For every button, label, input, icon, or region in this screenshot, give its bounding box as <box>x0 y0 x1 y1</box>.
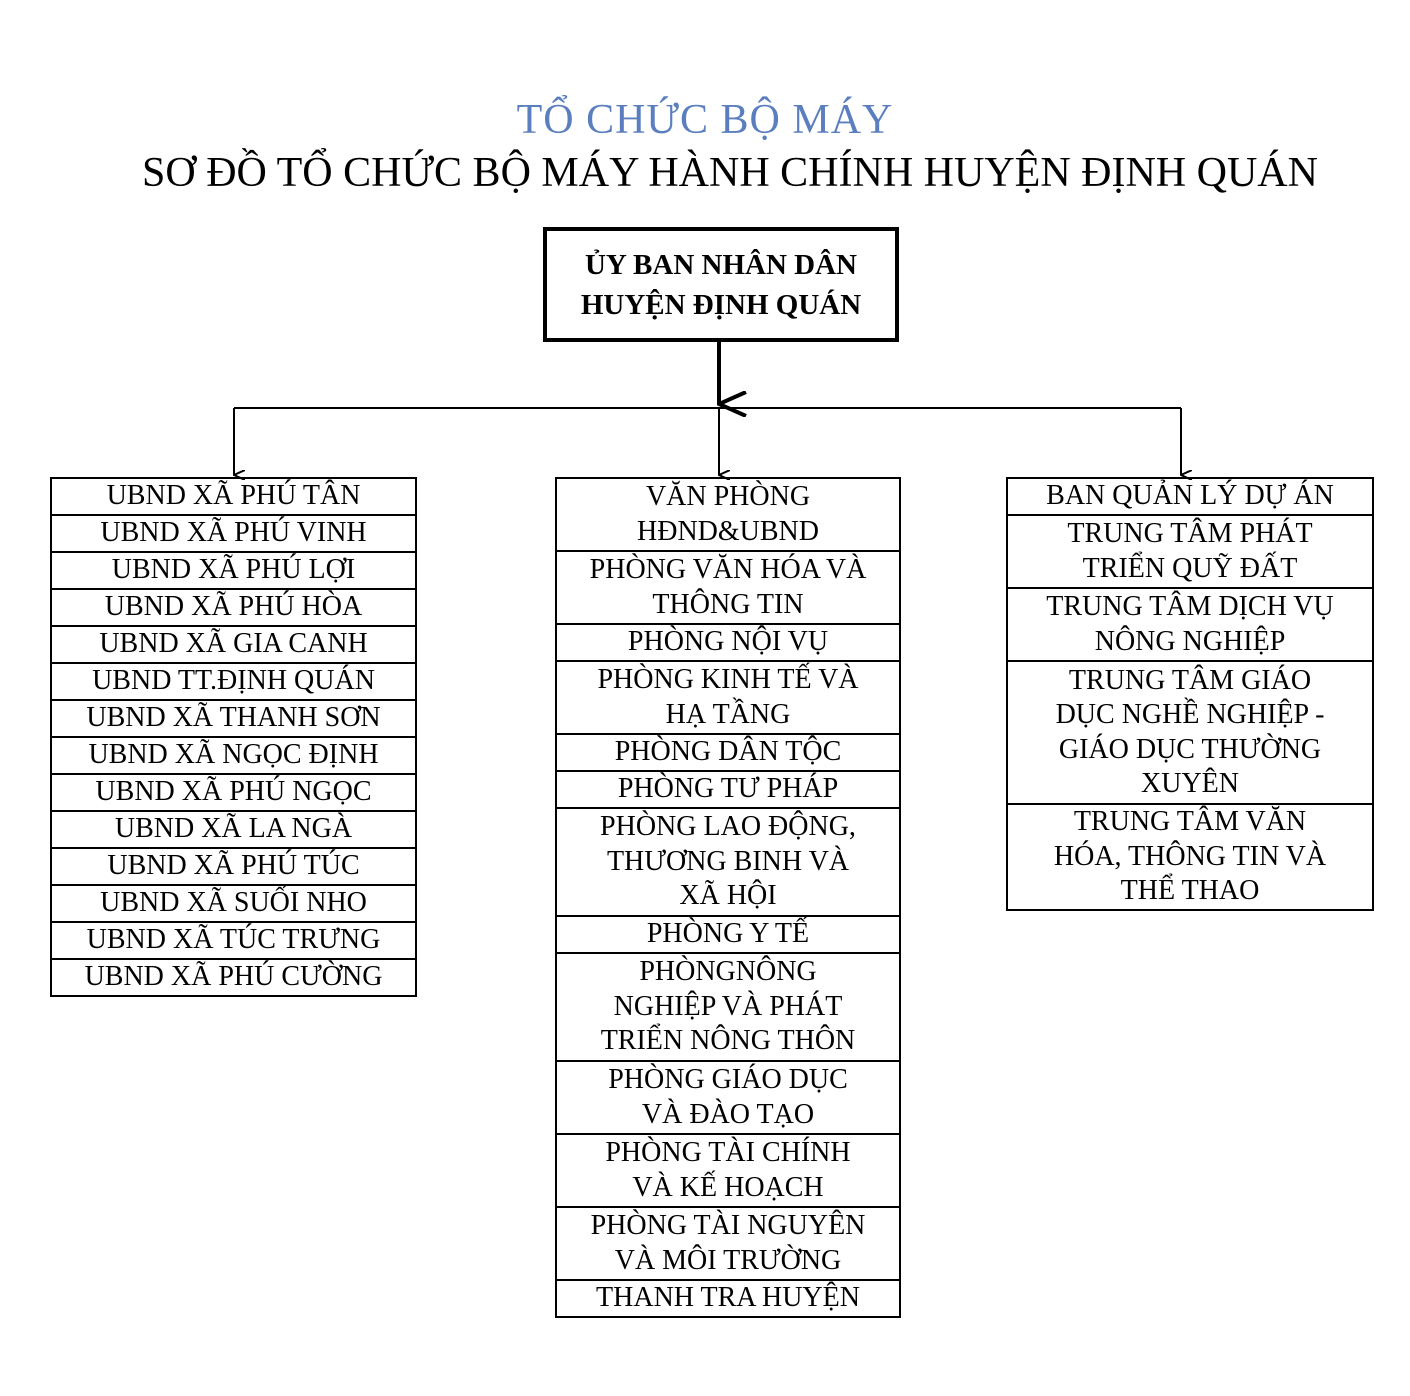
middle-column-item: THANH TRA HUYỆN <box>557 1281 899 1318</box>
right-column-item: TRUNG TÂM GIÁO DỤC NGHỀ NGHIỆP - GIÁO DỤC THƯỜNG XUYÊN <box>1008 662 1372 805</box>
left-column-item: UBND XÃ THANH SƠN <box>52 701 415 738</box>
middle-column-item: VĂN PHÒNG HĐND&UBND <box>557 479 899 552</box>
right-column-item: TRUNG TÂM DỊCH VỤ NÔNG NGHIỆP <box>1008 589 1372 662</box>
left-column-item: UBND XÃ NGỌC ĐỊNH <box>52 738 415 775</box>
middle-column-item: PHÒNG DÂN TỘC <box>557 735 899 772</box>
left-column-item: UBND XÃ GIA CANH <box>52 627 415 664</box>
left-column-item: UBND XÃ PHÚ CƯỜNG <box>52 960 415 997</box>
right-column <box>1006 477 1374 911</box>
left-column-item: UBND XÃ TÚC TRƯNG <box>52 923 415 960</box>
root-node-line2: HUYỆN ĐỊNH QUÁN <box>580 288 862 321</box>
chart-title: TỔ CHỨC BỘ MÁY <box>516 97 894 143</box>
middle-column-item: PHÒNG NỘI VỤ <box>557 625 899 662</box>
left-column-item: UBND XÃ PHÚ TÚC <box>52 849 415 886</box>
middle-column-item: PHÒNG VĂN HÓA VÀ THÔNG TIN <box>557 552 899 625</box>
middle-column-item: PHÒNG TÀI CHÍNH VÀ KẾ HOẠCH <box>557 1135 899 1208</box>
left-column-item: UBND XÃ LA NGÀ <box>52 812 415 849</box>
chart-subtitle: SƠ ĐỒ TỔ CHỨC BỘ MÁY HÀNH CHÍNH HUYỆN ĐỊNH QUÁN <box>142 150 1318 196</box>
right-column-item: BAN QUẢN LÝ DỰ ÁN <box>1008 479 1372 516</box>
middle-column-item: PHÒNG LAO ĐỘNG, THƯƠNG BINH VÀ XÃ HỘI <box>557 809 899 917</box>
right-column-item: TRUNG TÂM PHÁT TRIỂN QUỸ ĐẤT <box>1008 516 1372 589</box>
left-column-item: UBND XÃ PHÚ NGỌC <box>52 775 415 812</box>
left-column-item: UBND XÃ PHÚ VINH <box>52 516 415 553</box>
right-column-item: TRUNG TÂM VĂN HÓA, THÔNG TIN VÀ THỂ THAO <box>1008 805 1372 911</box>
left-column-item: UBND XÃ PHÚ TÂN <box>52 479 415 516</box>
middle-column-item: PHÒNG TƯ PHÁP <box>557 772 899 809</box>
middle-column <box>555 477 901 1318</box>
left-column <box>50 477 417 997</box>
root-node-line1: ỦY BAN NHÂN DÂN <box>584 248 857 281</box>
middle-column-item: PHÒNG GIÁO DỤC VÀ ĐÀO TẠO <box>557 1062 899 1135</box>
left-column-item: UBND TT.ĐỊNH QUÁN <box>52 664 415 701</box>
middle-column-item: PHÒNGNÔNG NGHIỆP VÀ PHÁT TRIỂN NÔNG THÔN <box>557 954 899 1062</box>
middle-column-item: PHÒNG KINH TẾ VÀ HẠ TẦNG <box>557 662 899 735</box>
left-column-item: UBND XÃ PHÚ LỢI <box>52 553 415 590</box>
left-column-item: UBND XÃ PHÚ HÒA <box>52 590 415 627</box>
middle-column-item: PHÒNG Y TẾ <box>557 917 899 954</box>
left-column-item: UBND XÃ SUỐI NHO <box>52 886 415 923</box>
middle-column-item: PHÒNG TÀI NGUYÊN VÀ MÔI TRƯỜNG <box>557 1208 899 1281</box>
